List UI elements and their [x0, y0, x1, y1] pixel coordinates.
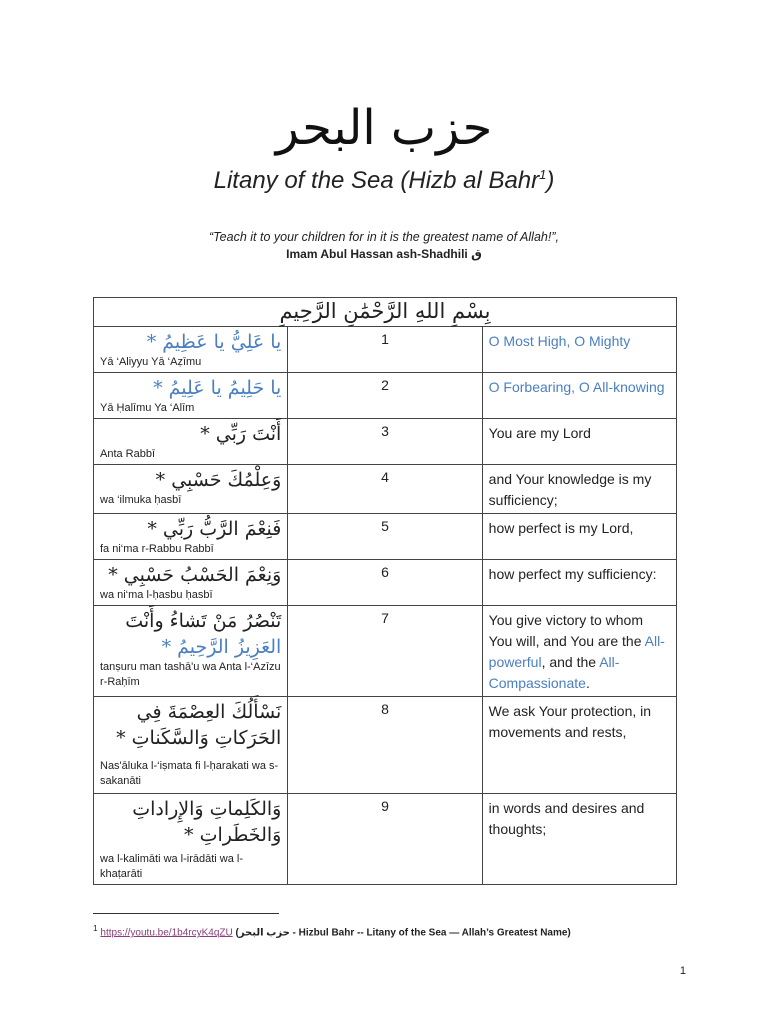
arabic-verse: يا حَلِيمُ يا عَلِيمُ *: [153, 377, 282, 399]
transliteration: Yā ‘Aliyyu Yā ‘Aẓīmu: [100, 356, 202, 368]
transliteration: tanṣuru man tashā'u wa Anta l-‘Azīzu r-Raḥīm: [100, 661, 281, 688]
table-row: [94, 697, 677, 794]
footnote: [93, 921, 713, 940]
basmala: بِسْمِ اللهِ الرَّحْمَٰنِ الرَّحِيمِ: [94, 298, 677, 327]
footnote-divider: [93, 913, 279, 914]
transliteration: Anta Rabbī: [100, 448, 156, 460]
english-translation: O Most High, O Mighty: [482, 327, 676, 373]
english-translation: O Forbearing, O All-knowing: [482, 373, 676, 419]
verse-number: 8: [288, 697, 482, 794]
arabic-cell: [94, 419, 288, 465]
footnote-text: (حزب البحر - Hizbul Bahr -- Litany of the Sea — Allah’s Greatest Name): [232, 927, 571, 939]
table-row: [94, 794, 677, 885]
transliteration: Yā Ḥalīmu Ya ‘Alīm: [100, 402, 195, 414]
transliteration: wa l-kalimāti wa l-irādāti wa l-khaṭarāti: [100, 853, 244, 880]
table-row: [94, 514, 677, 560]
arabic-cell: [94, 697, 288, 794]
divine-name-all-compassionate: All-Compassionate: [488, 654, 620, 691]
english-part: .: [585, 675, 590, 691]
divine-name-all-powerful: All-powerful: [488, 633, 665, 670]
table-row: [94, 465, 677, 514]
transliteration: fa ni‘ma r-Rabbu Rabbī: [100, 543, 214, 555]
english-translation: how perfect my sufficiency:: [482, 560, 676, 606]
footnote-link[interactable]: https://youtu.be/1b4rcyK4qZU: [100, 927, 233, 939]
english-translation: We ask Your protection, in movements and rests,: [482, 697, 676, 794]
table-row: [94, 327, 677, 373]
arabic-cell: [94, 373, 288, 419]
english-part: You give victory to whom You will, and You are the: [488, 612, 643, 649]
english-translation: and Your knowledge is my sufficiency;: [482, 465, 676, 514]
verse-number: 9: [288, 794, 482, 885]
verse-number: 1: [288, 327, 482, 373]
table-row: [94, 373, 677, 419]
english-part: , and the: [541, 654, 597, 670]
title-english-text: Litany of the Sea (Hizb al Bahr: [213, 167, 540, 194]
arabic-cell: [94, 606, 288, 697]
verse-number: 6: [288, 560, 482, 606]
page-number: 1: [679, 965, 686, 977]
quote-text: “Teach it to your children for in it is the greatest name of Allah!”,: [209, 230, 559, 244]
arabic-cell: [94, 794, 288, 885]
title-footnote-marker[interactable]: 1: [539, 167, 547, 182]
arabic-verse: وَعِلْمُكَ حَسْبِي *: [155, 469, 282, 491]
arabic-verse-part: تَنْصُرُ مَنْ تَشاءُ وأَنْتَ: [125, 610, 282, 632]
verse-number: 3: [288, 419, 482, 465]
arabic-verse: نَسْأَلُكَ العِصْمَةَ فِي الحَرَكاتِ وَالسَّكَناتِ *: [116, 701, 282, 749]
english-translation: [482, 606, 676, 697]
verse-number: 2: [288, 373, 482, 419]
english-translation: You are my Lord: [482, 419, 676, 465]
arabic-verse: وَالكَلِماتِ وَالإِراداتِ وَالخَطَراتِ *: [132, 798, 282, 846]
arabic-cell: [94, 514, 288, 560]
table-row: [94, 419, 677, 465]
arabic-cell: [94, 327, 288, 373]
verse-number: 5: [288, 514, 482, 560]
transliteration: wa ‘ilmuka ḥasbī: [100, 494, 182, 506]
title-arabic: حزب البحر: [275, 100, 493, 156]
arabic-divine-names: العَزِيزُ الرَّحِيمُ *: [161, 636, 282, 658]
transliteration: Nas'āluka l-‘iṣmata fi l-ḥarakati wa s-sakanāti: [100, 760, 279, 787]
table-row: [94, 606, 677, 697]
arabic-verse: يا عَلِيُّ يا عَظِيمُ *: [146, 331, 282, 353]
footnote-marker: 1: [93, 923, 98, 933]
arabic-verse: فَنِعْمَ الرَّبُّ رَبِّي *: [147, 518, 282, 540]
arabic-verse: أَنْتَ رَبِّي *: [200, 423, 282, 445]
quote-author: Imam Abul Hassan ash-Shadhili ق: [286, 247, 482, 261]
arabic-cell: [94, 465, 288, 514]
verse-number: 7: [288, 606, 482, 697]
litany-table: [93, 297, 677, 885]
verse-number: 4: [288, 465, 482, 514]
transliteration: wa ni‘ma l-ḥasbu ḥasbī: [100, 589, 213, 601]
title-english: [0, 158, 768, 198]
arabic-verse: وَنِعْمَ الحَسْبُ حَسْبِي *: [108, 564, 282, 586]
english-translation: how perfect is my Lord,: [482, 514, 676, 560]
title-english-close: ): [546, 167, 555, 194]
table-row: [94, 560, 677, 606]
arabic-cell: [94, 560, 288, 606]
english-translation: in words and desires and thoughts;: [482, 794, 676, 885]
arabic-verse: [94, 606, 287, 660]
basmala-row: [94, 298, 677, 327]
